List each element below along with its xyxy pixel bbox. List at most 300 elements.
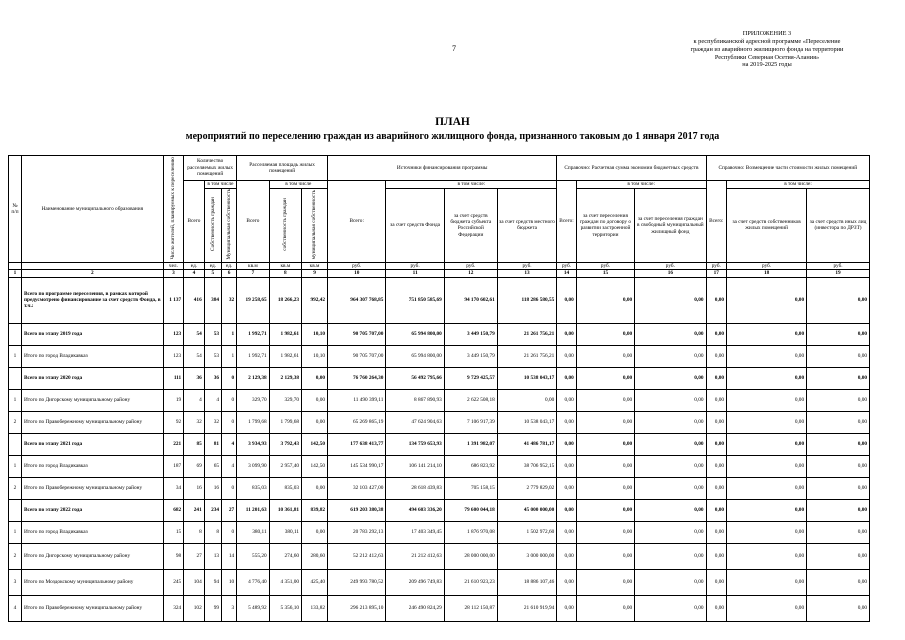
row-name-cell: Итого по Дигорскому муниципальному району [21,543,163,569]
area-private-header [269,189,301,263]
plan-table [8,155,870,622]
value-cell: 36 [204,367,221,389]
column-number-cell: 9 [302,270,328,277]
value-cell: 0,00 [727,455,807,477]
unit-cell: ед. [184,262,205,269]
value-cell: 94 170 602,61 [444,277,497,323]
value-cell: 0,00 [576,367,634,389]
value-cell: 102 [184,595,205,621]
ref-total-header: Всего: [706,181,727,263]
value-cell: 0,00 [807,367,870,389]
value-cell: 329,70 [237,389,269,411]
value-cell: 65 [204,455,221,477]
value-cell: 0,00 [302,477,328,499]
value-cell: 0,00 [807,569,870,595]
value-cell: 555,20 [237,543,269,569]
value-cell: 0,00 [557,569,576,595]
value-cell: 0,00 [807,411,870,433]
value-cell: 19 [163,389,184,411]
value-cell: 32 [222,277,237,323]
value-cell: 94 [204,569,221,595]
own-municipal-header [222,189,237,263]
value-cell: 1 876 970,08 [444,521,497,543]
value-cell: 81 [204,433,221,455]
value-cell: 65 269 865,19 [328,411,386,433]
row-number-cell [9,367,22,389]
value-cell: 18 266,23 [269,277,301,323]
units-row [9,262,870,269]
sources-group-header: Источники финансирования программы [328,156,557,181]
econ-free-header: за счет переселения граждан в свободный муниципальный жилищный фонд [635,189,706,263]
value-cell: 380,11 [269,521,301,543]
value-cell: 0,00 [557,499,576,521]
value-cell: 0,00 [727,543,807,569]
econ-contract-header: за счет переселения граждан по договору о развитии застроенной территории [576,189,634,263]
value-cell: 0,00 [635,521,706,543]
row-name-cell: Всего по этапу 2019 года [21,323,163,345]
value-cell: 3 000 000,00 [497,543,557,569]
value-cell: 0,00 [706,411,727,433]
value-cell: 0,00 [807,323,870,345]
value-cell: 0,00 [706,345,727,367]
ref-other-header: за счет средств иных лиц (инвестора по ДРЗТ) [807,189,870,263]
unit-cell: руб. [807,262,870,269]
value-cell: 1 391 982,07 [444,433,497,455]
value-cell: 0,00 [706,521,727,543]
value-cell: 21 212 412,63 [386,543,444,569]
value-cell: 10,10 [302,323,328,345]
value-cell: 18 886 107,46 [497,569,557,595]
value-cell: 0,00 [727,389,807,411]
value-cell: 145 534 990,17 [328,455,386,477]
value-cell: 0,00 [576,499,634,521]
value-cell: 0 [222,477,237,499]
unit-cell: ед. [204,262,221,269]
value-cell: 0,00 [635,345,706,367]
value-cell: 0,00 [302,367,328,389]
value-cell: 1 [222,323,237,345]
table-row [9,569,870,595]
value-cell: 0,00 [576,345,634,367]
value-cell: 27 [184,543,205,569]
value-cell: 0,00 [557,367,576,389]
value-cell: 47 624 904,63 [386,411,444,433]
area-municipal-header [302,189,328,263]
table-row [9,595,870,621]
local-budget-header: за счет средств местного бюджета [497,189,557,263]
table-row [9,521,870,543]
value-cell: 111 [163,367,184,389]
table-row [9,367,870,389]
appendix-line: Республики Северная Осетия-Алания» [714,53,820,61]
table-row [9,389,870,411]
value-cell: 19 258,65 [237,277,269,323]
value-cell: 90 705 707,00 [328,345,386,367]
value-cell: 245 [163,569,184,595]
value-cell: 38 706 952,15 [497,455,557,477]
value-cell: 0,00 [557,323,576,345]
value-cell: 249 993 780,52 [328,569,386,595]
planned-label: Число жителей, планируемых к переселению [170,156,177,259]
col-name-header: Наименование муниципального образования [21,156,163,263]
header-row [9,156,870,181]
column-number-cell: 4 [184,270,205,277]
row-number-cell: 1 [9,521,22,543]
economy-incl-header: в том числе: [576,181,706,189]
value-cell: 0,00 [576,595,634,621]
unit-cell: кв.м [302,262,328,269]
value-cell: 839,82 [302,499,328,521]
value-cell: 0,00 [635,367,706,389]
row-name-cell: Всего по этапу 2022 года [21,499,163,521]
value-cell: 5 489,92 [237,595,269,621]
sources-incl-header: в том числе: [386,181,557,189]
unit-cell: руб. [576,262,634,269]
value-cell: 10 361,81 [269,499,301,521]
value-cell: 187 [163,455,184,477]
table-row [9,499,870,521]
unit-cell: руб. [497,262,557,269]
value-cell: 0,00 [635,455,706,477]
value-cell: 1 799,68 [269,411,301,433]
value-cell: 10 [222,569,237,595]
value-cell: 0,00 [727,477,807,499]
table-row [9,477,870,499]
row-number-cell: 1 [9,345,22,367]
value-cell: 0,00 [807,277,870,323]
count-incl-header: в том числе [204,181,236,189]
value-cell: 0,00 [807,543,870,569]
value-cell: 241 [184,499,205,521]
value-cell: 52 212 412,63 [328,543,386,569]
value-cell: 0,00 [557,433,576,455]
value-cell: 134 759 653,93 [386,433,444,455]
value-cell: 1 982,61 [269,323,301,345]
unit-cell: руб. [444,262,497,269]
row-name-cell: Итого по город Владикавказ [21,455,163,477]
value-cell: 274,60 [269,543,301,569]
count-group-header: Количество расселяемых жилых помещений [184,156,237,181]
unit-cell: кв.м [237,262,269,269]
value-cell: 425,40 [302,569,328,595]
value-cell: 177 638 413,77 [328,433,386,455]
row-number-cell [9,323,22,345]
value-cell: 1 982,61 [269,345,301,367]
value-cell: 16 [184,477,205,499]
value-cell: 54 [184,345,205,367]
value-cell: 118 286 580,55 [497,277,557,323]
value-cell: 416 [184,277,205,323]
row-name-cell: Итого по Правобережному муниципальному району [21,477,163,499]
value-cell: 15 [163,521,184,543]
unit-cell: руб. [635,262,706,269]
value-cell: 0,00 [557,455,576,477]
value-cell: 3 449 150,79 [444,323,497,345]
value-cell: 0,00 [807,345,870,367]
value-cell: 0,00 [727,345,807,367]
value-cell: 0,00 [706,367,727,389]
value-cell: 0,00 [635,277,706,323]
row-name-cell: Итого по Правобережному муниципальному району [21,595,163,621]
value-cell: 0,00 [635,477,706,499]
value-cell: 0,00 [576,521,634,543]
value-cell: 0,00 [706,323,727,345]
economy-total-header: Всего: [557,181,576,263]
column-number-cell: 16 [635,270,706,277]
value-cell: 209 496 749,83 [386,569,444,595]
value-cell: 76 760 264,30 [328,367,386,389]
value-cell: 992,42 [302,277,328,323]
unit-cell: руб. [328,262,386,269]
value-cell: 0,00 [807,595,870,621]
value-cell: 296 213 895,10 [328,595,386,621]
value-cell: 54 [184,323,205,345]
value-cell: 0,00 [727,323,807,345]
value-cell: 2 622 508,18 [444,389,497,411]
value-cell: 0,00 [706,477,727,499]
value-cell: 32 [184,411,205,433]
value-cell: 99 [204,595,221,621]
appendix-note [657,30,877,69]
value-cell: 8 [204,521,221,543]
value-cell: 0,00 [706,595,727,621]
value-cell: 65 994 800,00 [386,323,444,345]
column-number-cell: 5 [204,270,221,277]
unit-cell: руб. [386,262,444,269]
area-incl-header: в том числе [269,181,327,189]
economy-group-header: Справочно: Расчетная сумма экономии бюджетных средств [557,156,706,181]
value-cell: 0,00 [706,433,727,455]
fund-header: за счет средств Фонда [386,189,444,263]
value-cell: 0,00 [727,595,807,621]
column-number-cell: 1 [9,270,22,277]
value-cell: 21 261 756,21 [497,323,557,345]
row-number-cell: 2 [9,411,22,433]
value-cell: 16 [204,477,221,499]
row-name-cell: Всего по этапу 2021 года [21,433,163,455]
column-number-cell: 2 [21,270,163,277]
value-cell: 0,00 [706,543,727,569]
doc-subtitle: мероприятий по переселению граждан из аварийного жилищного фонда, признанного таковым до 1 января 2017 года [185,131,720,142]
row-number-cell [9,433,22,455]
value-cell: 0,00 [302,411,328,433]
value-cell: 0,00 [635,499,706,521]
row-name-cell: Всего по программе переселения, в рамках которой предусмотрено финансирование за счет средств Фонда, в т.ч.: [21,277,163,323]
value-cell: 0 [222,389,237,411]
value-cell: 79 600 044,18 [444,499,497,521]
value-cell: 0,00 [635,411,706,433]
column-number-cell: 13 [497,270,557,277]
value-cell: 380,11 [237,521,269,543]
value-cell: 0,00 [576,389,634,411]
value-cell: 0 [222,367,237,389]
column-number-cell: 10 [328,270,386,277]
value-cell: 0,00 [576,277,634,323]
value-cell: 56 492 795,66 [386,367,444,389]
value-cell: 28 112 150,87 [444,595,497,621]
value-cell: 17 403 349,45 [386,521,444,543]
value-cell: 2 129,38 [269,367,301,389]
value-cell: 0,00 [706,569,727,595]
value-cell: 246 490 824,29 [386,595,444,621]
appendix-line: к республиканской адресной программе «Переселение [693,37,841,45]
value-cell: 4 [222,455,237,477]
value-cell: 21 610 919,94 [497,595,557,621]
count-total-header: Всего [184,181,205,263]
value-cell: 4 [184,389,205,411]
value-cell: 0,00 [576,455,634,477]
column-number-cell: 3 [163,270,184,277]
value-cell: 0 [222,521,237,543]
row-number-cell: 2 [9,477,22,499]
value-cell: 2 779 829,02 [497,477,557,499]
value-cell: 0,00 [557,277,576,323]
table-row [9,455,870,477]
value-cell: 3 099,90 [237,455,269,477]
col-planned-header [163,156,184,263]
value-cell: 4 [222,433,237,455]
row-name-cell: Итого по город Владикавказ [21,521,163,543]
value-cell: 4 351,00 [269,569,301,595]
own-private-header [204,189,221,263]
value-cell: 0,00 [576,569,634,595]
value-cell: 0,00 [497,389,557,411]
row-name-cell: Итого по Правобережному муниципальному району [21,411,163,433]
value-cell: 0,00 [807,499,870,521]
value-cell: 324 [163,595,184,621]
value-cell: 21 261 756,21 [497,345,557,367]
table-row [9,277,870,323]
unit-cell: чел. [163,262,184,269]
column-number-cell: 7 [237,270,269,277]
value-cell: 221 [163,433,184,455]
table-row [9,433,870,455]
value-cell: 0,00 [576,323,634,345]
value-cell: 0,00 [807,455,870,477]
value-cell: 36 [184,367,205,389]
value-cell: 384 [204,277,221,323]
value-cell: 0,00 [576,433,634,455]
value-cell: 32 103 427,00 [328,477,386,499]
value-cell: 0,00 [727,521,807,543]
value-cell: 1 [222,345,237,367]
unit-cell: руб. [557,262,576,269]
value-cell: 751 850 585,69 [386,277,444,323]
value-cell: 329,70 [269,389,301,411]
value-cell: 835,03 [237,477,269,499]
unit-cell: ед. [222,262,237,269]
column-number-cell: 17 [706,270,727,277]
value-cell: 0,00 [635,389,706,411]
subject-budget-header: за счет средств бюджета субъекта Российской Федерации [444,189,497,263]
value-cell: 1 992,71 [237,345,269,367]
own-private-label: Собственность граждан [209,197,216,252]
value-cell: 85 [184,433,205,455]
value-cell: 1 992,71 [237,323,269,345]
value-cell: 11 201,63 [237,499,269,521]
value-cell: 3 934,93 [237,433,269,455]
value-cell: 705 158,15 [444,477,497,499]
value-cell: 27 [222,499,237,521]
value-cell: 8 867 890,93 [386,389,444,411]
value-cell: 0,00 [727,569,807,595]
row-number-cell [9,277,22,323]
table-row [9,543,870,569]
value-cell: 0,00 [706,499,727,521]
doc-title: ПЛАН [435,116,470,128]
value-cell: 0,00 [635,569,706,595]
value-cell: 964 307 768,85 [328,277,386,323]
area-municipal-label: муниципальная собственность [311,189,318,259]
unit-cell [9,262,22,269]
value-cell: 0,00 [807,389,870,411]
value-cell: 142,50 [302,455,328,477]
row-number-cell [9,499,22,521]
value-cell: 0,00 [557,345,576,367]
unit-cell: руб. [706,262,727,269]
value-cell: 0,00 [557,477,576,499]
value-cell: 98 [163,543,184,569]
value-cell: 2 129,38 [237,367,269,389]
value-cell: 0,00 [727,411,807,433]
value-cell: 123 [163,345,184,367]
value-cell: 0,00 [576,543,634,569]
area-group-header: Расселяемая площадь жилых помещений [237,156,328,181]
row-number-cell: 2 [9,543,22,569]
value-cell: 5 356,10 [269,595,301,621]
value-cell: 0,00 [807,433,870,455]
appendix-line: ПРИЛОЖЕНИЕ 3 [742,30,792,37]
value-cell: 53 [204,345,221,367]
value-cell: 0,00 [727,277,807,323]
value-cell: 280,60 [302,543,328,569]
value-cell: 2 957,40 [269,455,301,477]
value-cell: 0,00 [807,477,870,499]
value-cell: 21 610 923,23 [444,569,497,595]
row-name-cell: Всего по этапу 2020 года [21,367,163,389]
value-cell: 0,00 [557,521,576,543]
own-municipal-label: Муниципальная собственность [225,189,232,260]
table-row [9,411,870,433]
value-cell: 13 [204,543,221,569]
value-cell: 0,00 [706,389,727,411]
table-row [9,345,870,367]
value-cell: 0,00 [635,543,706,569]
sources-total-header: Всего: [328,181,386,263]
value-cell: 10 538 043,17 [497,367,557,389]
value-cell: 0,00 [557,411,576,433]
value-cell: 53 [204,323,221,345]
value-cell: 835,03 [269,477,301,499]
value-cell: 45 000 000,00 [497,499,557,521]
value-cell: 0 [222,411,237,433]
value-cell: 10,10 [302,345,328,367]
column-number-cell: 18 [727,270,807,277]
value-cell: 686 823,92 [444,455,497,477]
value-cell: 34 [163,477,184,499]
value-cell: 28 000 000,00 [444,543,497,569]
value-cell: 7 106 917,39 [444,411,497,433]
value-cell: 0,00 [807,521,870,543]
ref-own-header: за счет средств собственников жилых помещений [727,189,807,263]
column-number-cell: 6 [222,270,237,277]
value-cell: 0,00 [706,455,727,477]
row-name-cell: Итого по Дигорскому муниципальному району [21,389,163,411]
area-private-label: собственность граждан [282,197,289,251]
value-cell: 20 783 292,13 [328,521,386,543]
column-number-cell: 19 [807,270,870,277]
value-cell: 0,00 [302,389,328,411]
